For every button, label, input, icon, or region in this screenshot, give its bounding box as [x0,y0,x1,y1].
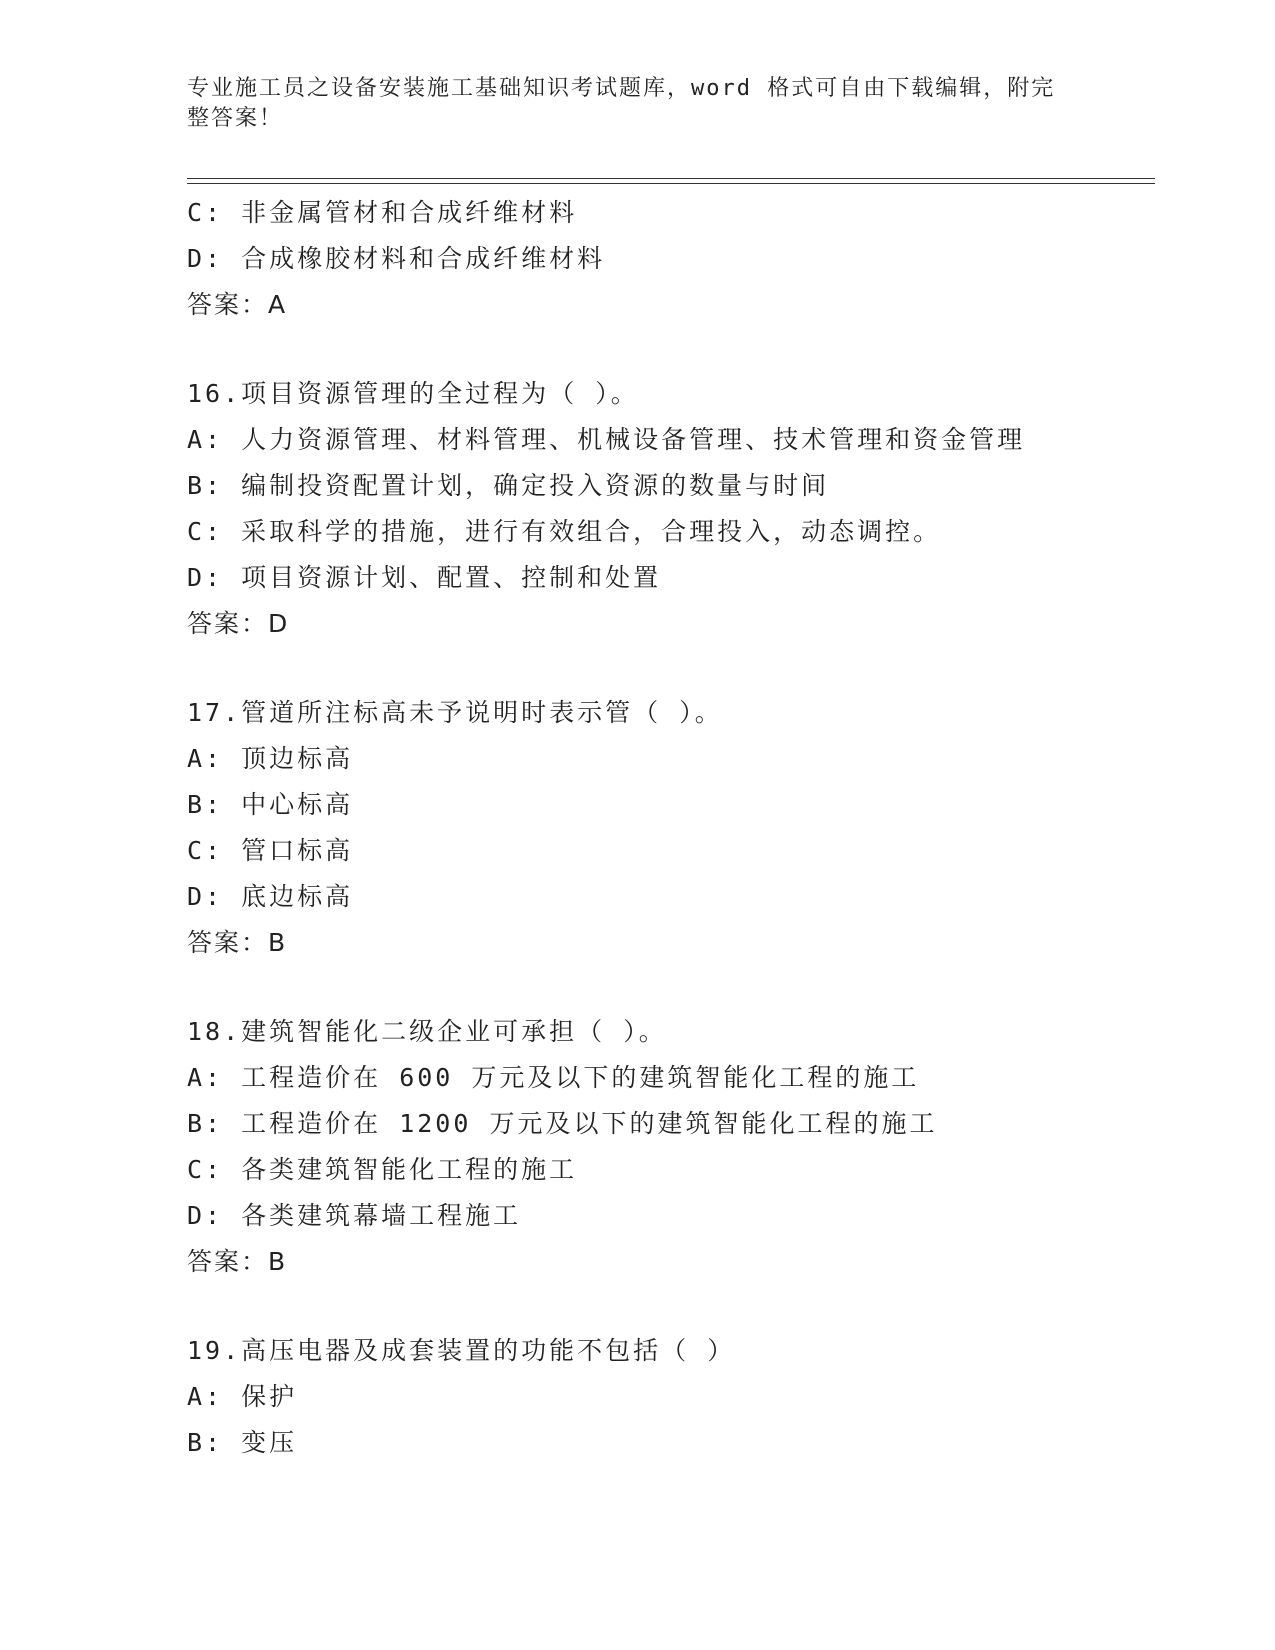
option-a: A: 保护 [187,1382,298,1411]
question-block-16 [187,371,1147,647]
question-list [187,190,1147,1466]
question-block-15-continued [187,190,1147,328]
option-d: D: 合成橡胶材料和合成纤维材料 [187,244,606,273]
question-block-19 [187,1328,1147,1466]
answer-line: 答案：D [187,609,290,638]
header-divider-bottom [187,183,1155,184]
question-stem: 18.建筑智能化二级企业可承担（ ）。 [187,1017,667,1046]
question-stem: 19.高压电器及成套装置的功能不包括（ ） [187,1336,736,1365]
question-stem: 16.项目资源管理的全过程为（ ）。 [187,379,639,408]
option-d: D: 各类建筑幕墙工程施工 [187,1201,522,1230]
option-b: B: 中心标高 [187,790,354,819]
question-stem: 17.管道所注标高未予说明时表示管（ ）。 [187,698,723,727]
option-c: C: 非金属管材和合成纤维材料 [187,198,578,227]
option-c: C: 各类建筑智能化工程的施工 [187,1155,578,1184]
option-c: C: 管口标高 [187,836,354,865]
option-a: A: 人力资源管理、材料管理、机械设备管理、技术管理和资金管理 [187,425,1026,454]
option-d: D: 底边标高 [187,882,354,911]
option-b: B: 编制投资配置计划，确定投入资源的数量与时间 [187,471,830,500]
question-block-17 [187,690,1147,966]
option-c: C: 采取科学的措施，进行有效组合，合理投入，动态调控。 [187,517,942,546]
document-header: 专业施工员之设备安装施工基础知识考试题库，word 格式可自由下载编辑，附完整答案！ [187,76,1056,131]
option-d: D: 项目资源计划、配置、控制和处置 [187,563,662,592]
option-a: A: 顶边标高 [187,744,354,773]
option-a: A: 工程造价在 600 万元及以下的建筑智能化工程的施工 [187,1063,920,1092]
answer-line: 答案：A [187,290,288,319]
option-b: B: 工程造价在 1200 万元及以下的建筑智能化工程的施工 [187,1109,938,1138]
header-divider-top [187,178,1155,179]
answer-line: 答案：B [187,1247,288,1276]
option-b: B: 变压 [187,1428,298,1457]
answer-line: 答案：B [187,928,288,957]
question-block-18 [187,1009,1147,1285]
